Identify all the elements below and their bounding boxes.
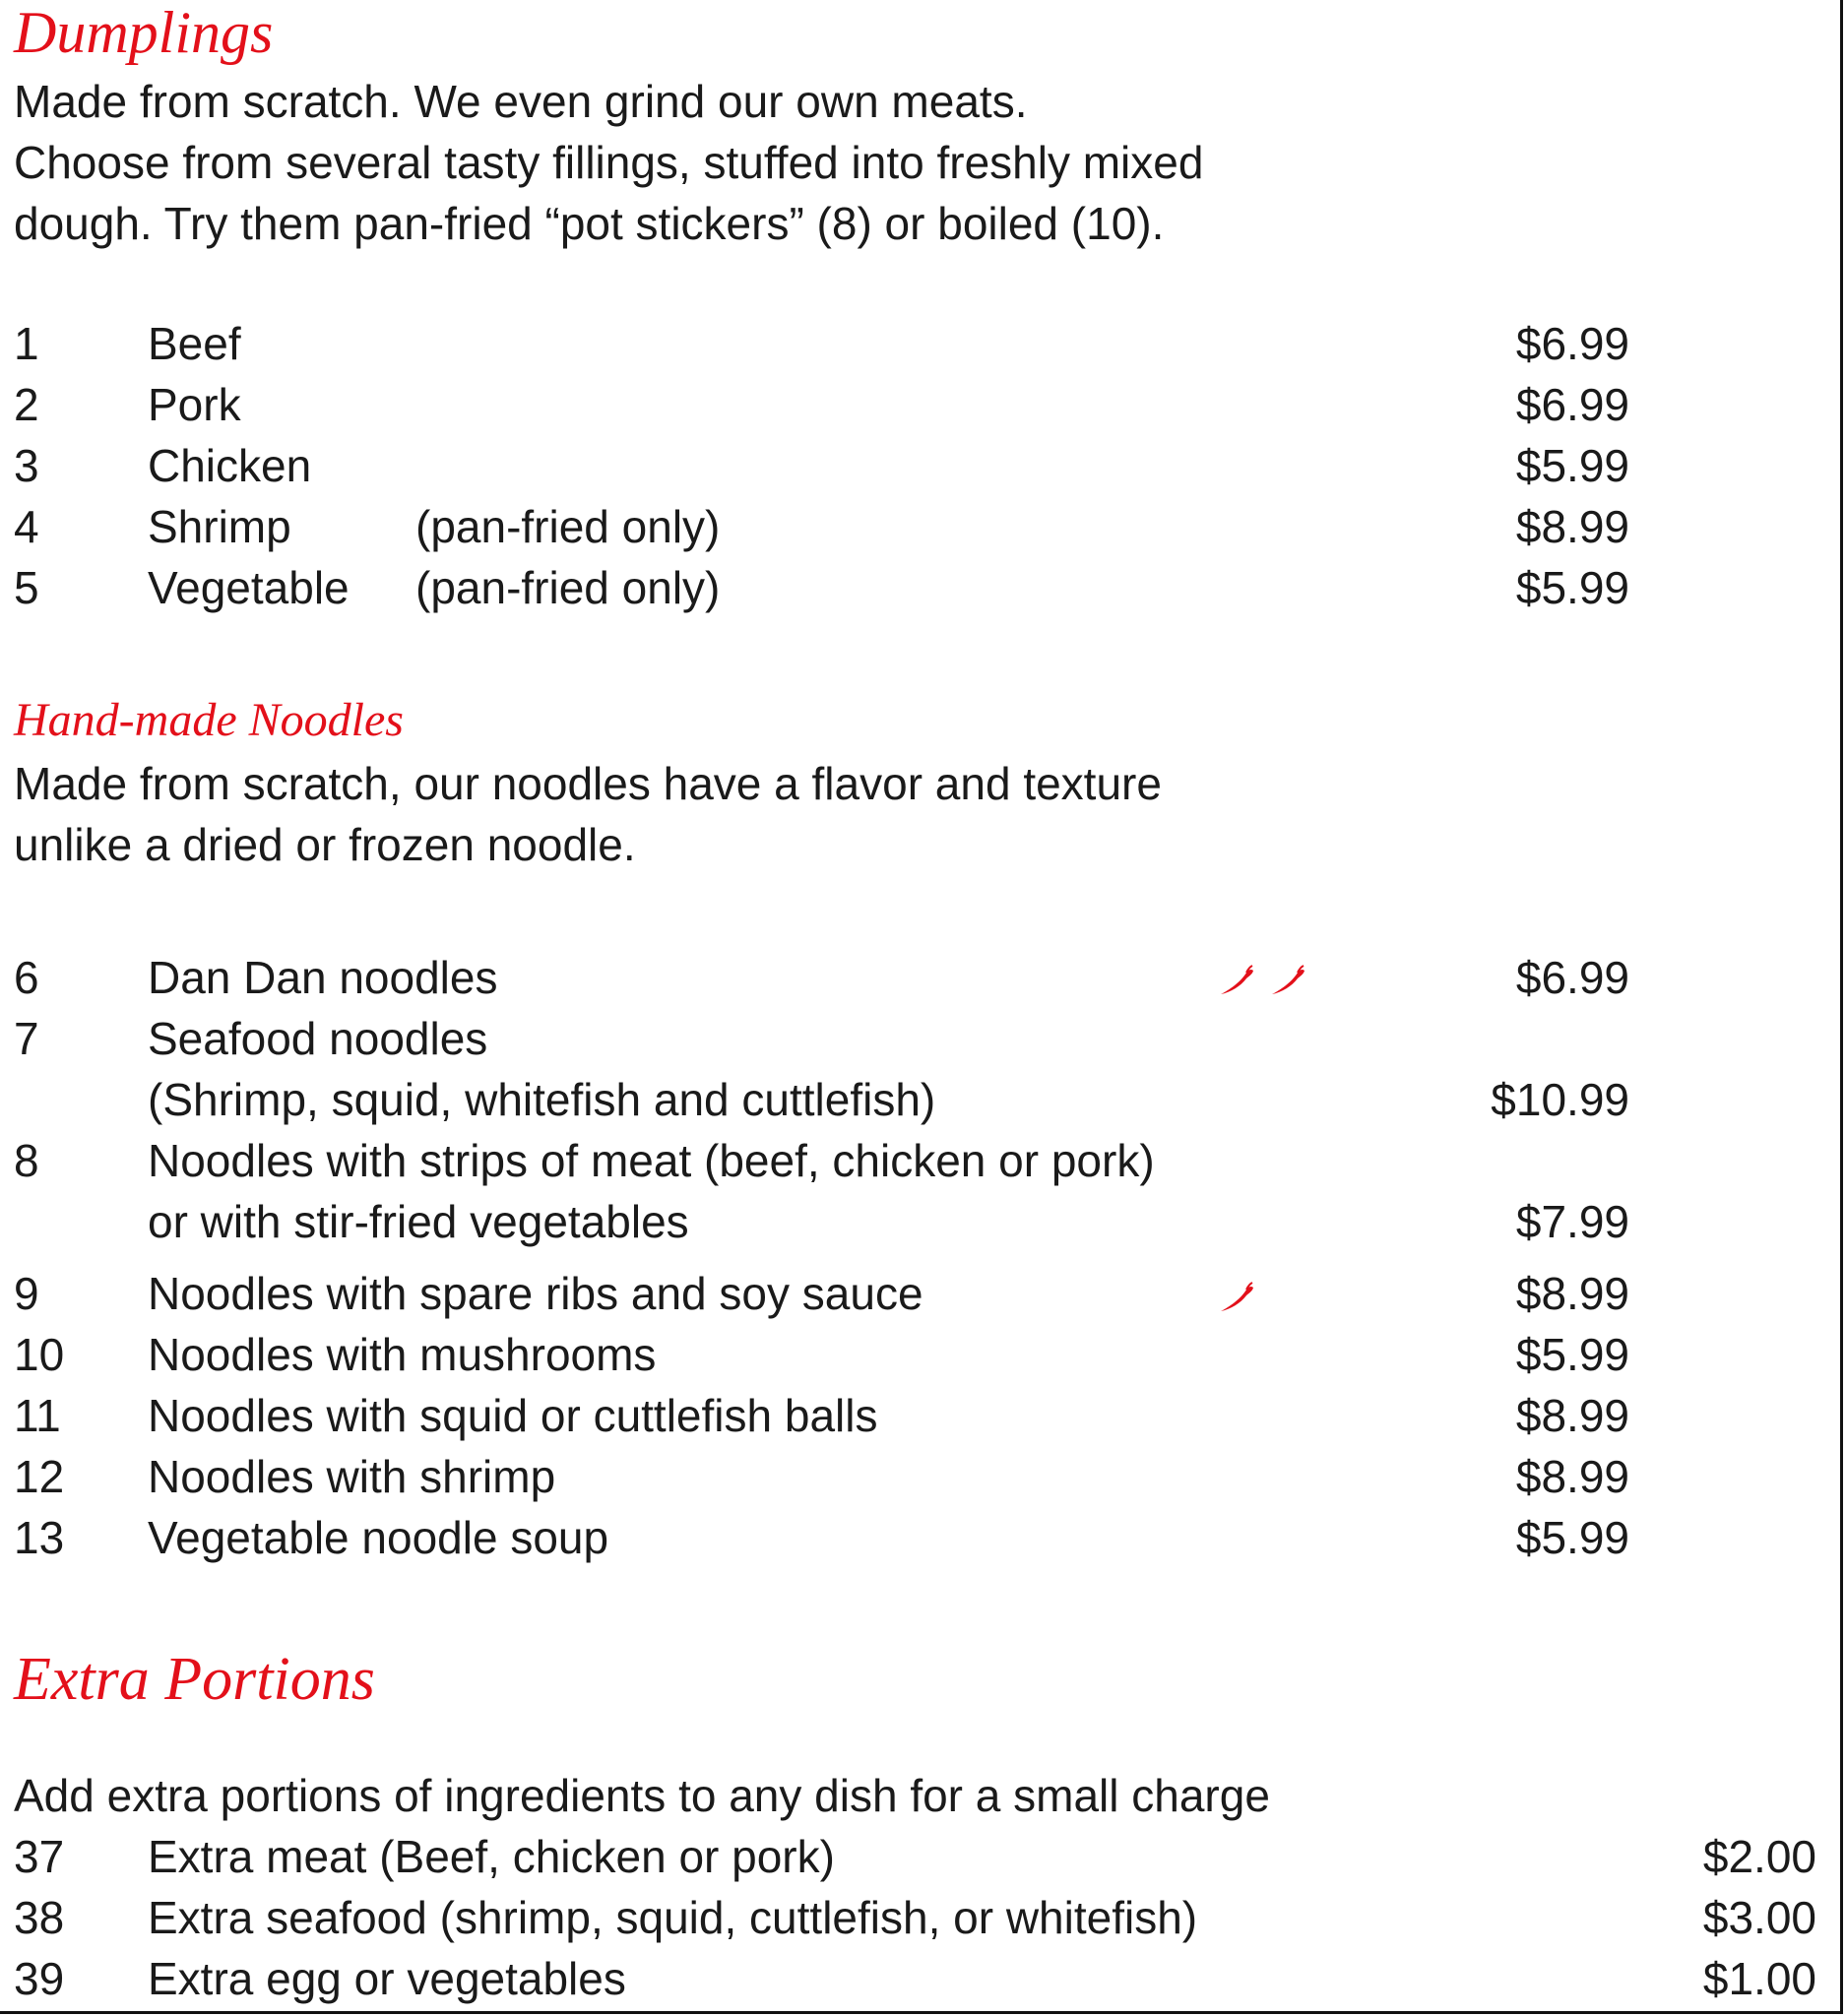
dumplings-description-line-3: dough. Try them pan-fried “pot stickers” (8) or boiled (10). [14,198,1165,249]
chili-pepper-icon [1270,965,1305,996]
item-name: Vegetable noodle soup [148,1512,609,1563]
item-price: $8.99 [1515,1268,1629,1319]
noodles-description-line-2: unlike a dried or frozen noodle. [14,819,636,870]
item-number: 12 [14,1451,65,1502]
item-number: 37 [14,1831,65,1882]
item-price: $5.99 [1515,1512,1629,1563]
item-name: Noodles with strips of meat (beef, chicken or pork) [148,1135,1155,1186]
item-price: $5.99 [1515,440,1629,491]
item-number: 5 [14,562,39,613]
item-price: $6.99 [1515,952,1629,1003]
chili-pepper-icon [1219,965,1254,996]
item-price: $6.99 [1515,379,1629,430]
dumplings-description-line-1: Made from scratch. We even grind our own meats. [14,76,1028,127]
item-price: $6.99 [1515,318,1629,369]
item-number: 3 [14,440,39,491]
item-number: 8 [14,1135,39,1186]
item-price: $5.99 [1515,1329,1629,1380]
item-number: 39 [14,1953,65,2004]
item-note: (pan-fried only) [415,562,721,613]
item-name: Seafood noodles [148,1013,488,1064]
item-number: 2 [14,379,39,430]
item-number: 13 [14,1512,65,1563]
item-number: 6 [14,952,39,1003]
extra-portions-heading: Extra Portions [14,1646,375,1713]
noodles-heading: Hand-made Noodles [14,694,404,746]
item-price: $8.99 [1515,1451,1629,1502]
item-name: Pork [148,379,241,430]
extra-portions-description: Add extra portions of ingredients to any dish for a small charge [14,1770,1270,1821]
item-price: $8.99 [1515,1390,1629,1441]
item-number: 1 [14,318,39,369]
item-name: Extra seafood (shrimp, squid, cuttlefish, or whitefish) [148,1892,1198,1943]
item-price: $3.00 [1702,1892,1816,1943]
item-name-detail: (Shrimp, squid, whitefish and cuttlefish) [148,1074,936,1125]
item-name: Extra meat (Beef, chicken or pork) [148,1831,835,1882]
item-name: Extra egg or vegetables [148,1953,626,2004]
item-price: $5.99 [1515,562,1629,613]
dumplings-description-line-2: Choose from several tasty fillings, stuffed into freshly mixed [14,137,1204,188]
item-price: $10.99 [1491,1074,1629,1125]
item-number: 38 [14,1892,65,1943]
item-number: 4 [14,501,39,552]
item-name: Vegetable [148,562,350,613]
item-note: (pan-fried only) [415,501,721,552]
item-name: Noodles with squid or cuttlefish balls [148,1390,878,1441]
item-price: $1.00 [1702,1953,1816,2004]
item-name: Noodles with mushrooms [148,1329,657,1380]
dumplings-heading: Dumplings [14,0,274,65]
item-number: 10 [14,1329,65,1380]
chili-pepper-icon [1219,1282,1254,1313]
item-name: Chicken [148,440,312,491]
item-name: Noodles with spare ribs and soy sauce [148,1268,923,1319]
item-name: Beef [148,318,241,369]
item-price: $2.00 [1702,1831,1816,1882]
item-number: 9 [14,1268,39,1319]
item-number: 11 [14,1390,61,1441]
item-price: $8.99 [1515,501,1629,552]
item-number: 7 [14,1013,39,1064]
item-name: Shrimp [148,501,291,552]
item-name-detail: or with stir-fried vegetables [148,1196,689,1247]
item-price: $7.99 [1515,1196,1629,1247]
item-name: Noodles with shrimp [148,1451,556,1502]
noodles-description-line-1: Made from scratch, our noodles have a flavor and texture [14,758,1162,809]
item-name: Dan Dan noodles [148,952,498,1003]
